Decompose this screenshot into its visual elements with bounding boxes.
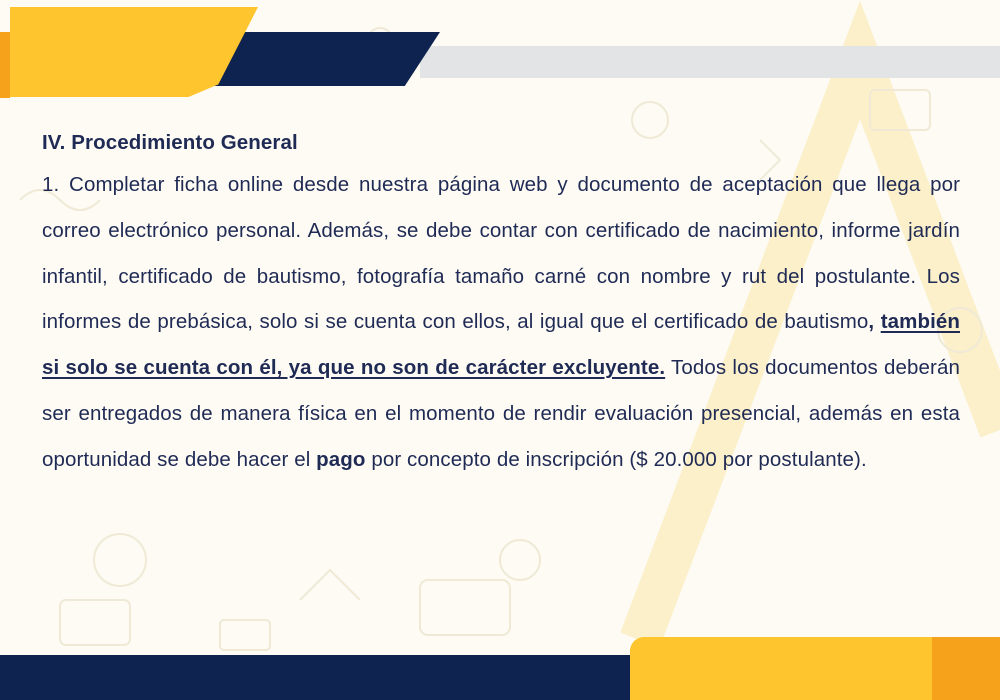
procedure-paragraph bbox=[42, 162, 960, 483]
paragraph-comma: , bbox=[868, 310, 875, 334]
paragraph-text-1: 1. Completar ficha online desde nuestra página web y documento de aceptación que llega por correo electrónico personal. Además, se debe contar con certificado de nacimiento, informe jardín infantil, certificado de bautismo, fotografía tamaño carné con nombre y rut del postulante. Los informes de prebásica, solo si se cuenta con ellos, al igual que el certificado de bautismo bbox=[42, 173, 960, 334]
header-gray-bar bbox=[420, 46, 1000, 78]
emphasis-underlined-text: también si solo se cuenta con él, ya que no son de carácter excluyente. bbox=[42, 310, 960, 380]
paragraph-text-2: Todos los documentos deberán ser entregados de manera física en el momento de rendir evaluación presencial, además en esta oportunidad se debe hacer el bbox=[42, 356, 960, 471]
paragraph-text-3: por concepto de inscripción ($ 20.000 por postulante). bbox=[365, 447, 867, 471]
procedure-section bbox=[42, 128, 960, 483]
section-heading: IV. Procedimiento General bbox=[42, 131, 298, 154]
footer-orange-block bbox=[932, 637, 1000, 700]
pago-bold-text: pago bbox=[316, 447, 366, 471]
header-orange-stripe bbox=[0, 32, 10, 98]
